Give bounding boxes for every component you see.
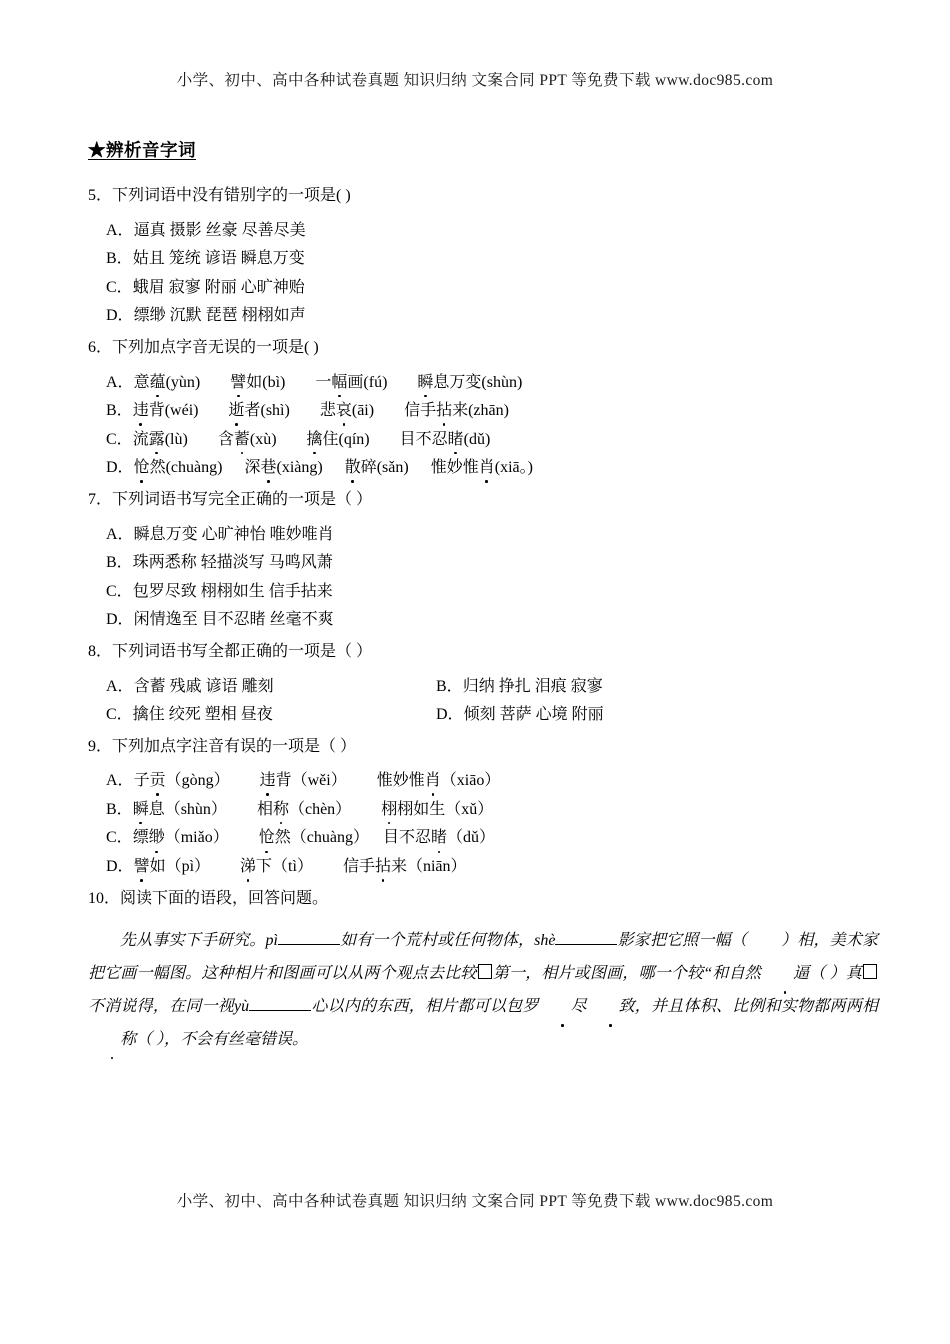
question-10-text: 阅读下面的语段，回答问题。 [120, 889, 329, 907]
term-post: 背(wéi) [148, 402, 199, 420]
emphasis-dot-char: 露 [149, 429, 165, 451]
question-7-stem [88, 479, 878, 511]
dotted-term [381, 801, 493, 818]
dotted-term [230, 374, 285, 391]
option-label: C． [106, 430, 133, 448]
emphasis-dot-char: 譬 [230, 372, 246, 394]
emphasis-dot-char: 散 [345, 457, 361, 479]
question-8-option-d[interactable] [436, 704, 604, 726]
option-text: 逼真 摄影 丝豪 尽善尽美 [133, 221, 306, 239]
term-post: (xiàng) [276, 459, 323, 477]
term-post: 碎(sǎn) [360, 459, 409, 477]
option-text: 姑且 笼统 谚语 瞬息万变 [132, 250, 305, 268]
option-label: C． [106, 706, 133, 724]
passage-pinyin-1: pì [265, 932, 278, 950]
emphasis-dot-char: 拈 [375, 856, 391, 878]
question-5-stem [88, 175, 878, 207]
question-9-stem [88, 726, 878, 758]
term-post: (āi) [351, 402, 375, 420]
term-post: 来(zhān) [452, 402, 509, 420]
emphasis-dot-char: 睹 [431, 827, 447, 849]
passage-seg: 第一，相片或图画，哪一个较“和自然 [492, 965, 761, 983]
emphasis-dot-char: 怆 [134, 457, 150, 479]
term-pre: 惟妙惟 [430, 459, 479, 477]
emphasis-dot-char: 瞬 [133, 799, 149, 821]
dotted-term [133, 801, 227, 818]
option-label: C． [106, 278, 133, 296]
emphasis-dot-char: 称 [273, 799, 289, 821]
dotted-term [383, 829, 495, 846]
dotted-term [320, 402, 374, 419]
question-8-text: 下列词语书写全都正确的一项是（ ） [112, 642, 373, 660]
term-post: (lù) [164, 430, 188, 448]
question-8-number: 8． [88, 642, 113, 660]
term-post: （gòng） [165, 772, 230, 790]
emphasis-dot-char: 逝 [228, 400, 244, 422]
passage-seg: 先从事实下手研究。 [120, 932, 266, 950]
emphasis-dot-char: 怆 [259, 827, 275, 849]
emphasis-dot-char: 哀 [336, 400, 352, 422]
fill-blank-1[interactable] [278, 928, 340, 945]
emphasis-dot-char: 肖 [479, 457, 495, 479]
footer-watermark: 小学、初中、高中各种试卷真题 知识归纳 文案合同 PPT 等免费下载 www.doc985.com [176, 1193, 774, 1210]
fill-blank-3[interactable] [249, 994, 311, 1011]
question-6-option-c[interactable] [88, 422, 878, 451]
term-pre: 含 [217, 430, 234, 448]
term-pre: 缥 [132, 829, 149, 847]
dotted-term [259, 829, 369, 846]
emphasis-dot-char: 称 [88, 1024, 136, 1057]
term-post: 如（pì） [149, 858, 211, 876]
option-label: B． [436, 677, 463, 695]
unknown-glyph-box-1 [478, 964, 492, 979]
question-8-option-c[interactable] [106, 704, 436, 726]
dotted-term [431, 459, 533, 476]
question-7-text: 下列词语书写完全正确的一项是（ ） [112, 490, 373, 508]
term-post: （chèn） [288, 800, 352, 818]
term-pre: 信手 [404, 402, 437, 420]
header-watermark: 小学、初中、高中各种试卷真题 知识归纳 文案合同 PPT 等免费下载 www.doc985.com [176, 72, 774, 89]
option-text: 倾刻 菩萨 心境 附丽 [463, 706, 604, 724]
emphasis-dot-char: 蕴 [150, 372, 166, 394]
unknown-glyph-box-2 [863, 964, 877, 979]
question-9-option-d[interactable] [88, 849, 878, 878]
term-pre: 悲 [319, 402, 336, 420]
dotted-term [315, 374, 387, 391]
option-label: A． [106, 677, 134, 695]
question-6-option-d[interactable] [88, 450, 878, 479]
emphasis-dot-char: 肖 [425, 770, 441, 792]
question-9-option-c[interactable] [88, 820, 878, 849]
question-9-option-a[interactable] [88, 763, 878, 792]
emphasis-dot-char: 贡 [150, 770, 166, 792]
question-8-option-b[interactable] [436, 676, 603, 698]
dotted-term [133, 431, 188, 448]
term-post: （miǎo） [164, 829, 229, 847]
term-post: 然（chuàng） [274, 829, 369, 847]
term-post: （xiāo） [440, 772, 501, 790]
emphasis-dot-char: 尽 [539, 991, 587, 1024]
option-label: D． [106, 307, 134, 325]
document-content [88, 140, 878, 1056]
term-pre: 一 [315, 373, 332, 391]
option-label: A． [106, 221, 134, 239]
term-post: （dǔ） [446, 829, 495, 847]
emphasis-dot-char: 逼 [761, 958, 809, 991]
passage-pinyin-2: shè [534, 932, 556, 950]
emphasis-dot-char: 幅 [331, 372, 347, 394]
emphasis-dot-char: 缈 [149, 827, 165, 849]
option-label: B． [106, 250, 133, 268]
term-post: (yùn) [165, 373, 201, 391]
question-9-text: 下列加点字注音有误的一项是（ ） [112, 737, 357, 755]
emphasis-dot-char: 致 [587, 991, 635, 1024]
question-6-stem [88, 327, 878, 359]
question-10-stem [88, 878, 878, 910]
term-post: 然(chuàng) [149, 459, 223, 477]
option-label: D． [436, 706, 464, 724]
term-post: 来（niān） [390, 858, 467, 876]
question-7-option-b[interactable] [88, 545, 878, 574]
question-6-number: 6． [88, 338, 113, 356]
question-7-option-d[interactable] [88, 602, 878, 631]
passage-seg: 不消说得，在同一视 [88, 997, 235, 1015]
term-pre: 子 [133, 772, 150, 790]
section-title: ★辨析音字词 [88, 140, 196, 160]
option-label: B． [106, 554, 133, 572]
dotted-term [218, 431, 277, 448]
emphasis-dot-char: 栩 [381, 799, 397, 821]
option-text: 含蓄 残戚 谚语 雕刻 [133, 677, 274, 695]
reading-passage [88, 915, 878, 1056]
question-6-option-b[interactable] [88, 393, 878, 422]
dotted-term [244, 459, 322, 476]
dotted-term [133, 402, 199, 419]
option-text: 归纳 挣扎 泪痕 寂寥 [462, 677, 603, 695]
option-label: B． [106, 800, 133, 818]
emphasis-dot-char: 譬 [134, 856, 150, 878]
passage-pinyin-3: yù [234, 997, 250, 1015]
emphasis-dot-char: 瞬 [417, 372, 433, 394]
term-post: 下（tì） [256, 858, 313, 876]
emphasis-dot-char: 巷 [260, 457, 276, 479]
fill-blank-2[interactable] [555, 928, 617, 945]
emphasis-dot-char: 涕 [240, 856, 256, 878]
dotted-term [134, 374, 201, 391]
emphasis-dot-char: 蓄 [234, 429, 250, 451]
question-7-option-a[interactable] [88, 517, 878, 546]
dotted-term [307, 431, 370, 448]
emphasis-dot-char: 违 [133, 400, 149, 422]
emphasis-dot-char: 拈 [436, 400, 452, 422]
term-post: 画(fú) [347, 373, 388, 391]
term-pre: 相 [256, 800, 273, 818]
dotted-term [260, 772, 347, 789]
term-post: (dǔ) [463, 430, 491, 448]
option-text: 瞬息万变 心旷神怡 唯妙唯肖 [133, 525, 334, 543]
passage-seg: 如有一个荒村或任何物体， [339, 932, 535, 950]
term-post: (xiā。) [494, 459, 533, 477]
term-post: 息万变(shùn) [433, 373, 523, 391]
dotted-term [134, 858, 210, 875]
term-post: 息（shùn） [148, 800, 227, 818]
passage-seg: 影家把它照一幅（ [617, 932, 747, 950]
term-post: 背（wěi） [275, 772, 347, 790]
question-5-option-a[interactable] [88, 213, 878, 242]
question-7-number: 7． [88, 490, 113, 508]
option-label: B． [106, 402, 133, 420]
term-post: 住(qín) [322, 430, 370, 448]
term-post: (xù) [249, 430, 277, 448]
dotted-term [228, 402, 289, 419]
emphasis-dot-char: 睹 [448, 429, 464, 451]
option-label: A． [106, 373, 134, 391]
dotted-term [240, 858, 313, 875]
emphasis-dot-char: 违 [260, 770, 276, 792]
question-8-option-a[interactable] [106, 676, 436, 698]
passage-seg: （ ）真 [809, 965, 862, 983]
question-5-option-b[interactable] [88, 241, 878, 270]
term-post: 栩如生（xǔ） [397, 800, 494, 818]
option-text: 包罗尽致 栩栩如生 信手拈来 [132, 582, 333, 600]
dotted-term [134, 772, 230, 789]
question-5-text: 下列词语中没有错别字的一项是( ) [112, 187, 351, 204]
passage-seg: ，并且体积、比例和实物都两两相 [634, 997, 878, 1015]
dotted-term [134, 459, 223, 476]
term-pre: 流 [132, 430, 149, 448]
question-9-number: 9． [88, 737, 113, 755]
term-pre: 意 [133, 373, 150, 391]
question-5-option-c[interactable] [88, 270, 878, 299]
question-5-number: 5． [88, 187, 113, 204]
term-post: 者(shì) [244, 402, 290, 420]
question-8-row-2 [88, 697, 878, 726]
question-8-stem [88, 631, 878, 663]
passage-seg: ）相，美术家把它画一幅图。这种相片和图画可以从两个观点去比较 [88, 932, 878, 983]
option-label: C． [106, 582, 133, 600]
option-label: D． [106, 459, 134, 477]
term-pre: 目不忍 [382, 829, 431, 847]
option-text: 蛾眉 寂寥 附丽 心旷神贻 [132, 278, 305, 296]
question-6-option-a[interactable] [88, 365, 878, 394]
question-8-row-1 [88, 669, 878, 698]
option-text: 缥缈 沉默 琵琶 栩栩如声 [133, 307, 306, 325]
option-text: 珠两悉称 轻描淡写 马鸣风萧 [132, 554, 333, 572]
term-pre: 深 [244, 459, 261, 477]
passage-seg: （ ），不会有丝毫错误。 [136, 1030, 309, 1048]
dotted-term [417, 374, 522, 391]
term-post: 如(bì) [246, 373, 286, 391]
dotted-term [133, 829, 229, 846]
term-pre: 信手 [342, 858, 375, 876]
question-9-option-b[interactable] [88, 792, 878, 821]
dotted-term [377, 772, 501, 789]
dotted-term [345, 459, 409, 476]
option-label: D． [106, 611, 134, 629]
option-label: A． [106, 525, 134, 543]
option-text: 闲情逸至 目不忍睹 丝毫不爽 [133, 611, 334, 629]
dotted-term [257, 801, 351, 818]
dotted-term [343, 858, 467, 875]
dotted-term [404, 402, 509, 419]
emphasis-dot-char: 擒 [307, 429, 323, 451]
option-label: C． [106, 829, 133, 847]
dotted-term [400, 431, 491, 448]
term-pre: 目不忍 [399, 430, 448, 448]
question-7-option-c[interactable] [88, 574, 878, 603]
question-6-text: 下列加点字音无误的一项是( ) [112, 338, 319, 356]
question-5-option-d[interactable] [88, 298, 878, 327]
option-text: 擒住 绞死 塑相 昼夜 [132, 706, 273, 724]
passage-seg: 心以内的东西，相片都可以包罗 [311, 997, 539, 1015]
option-label: A． [106, 772, 134, 790]
term-pre: 惟妙惟 [376, 772, 425, 790]
option-label: D． [106, 858, 134, 876]
question-10-number: 10． [88, 889, 121, 907]
